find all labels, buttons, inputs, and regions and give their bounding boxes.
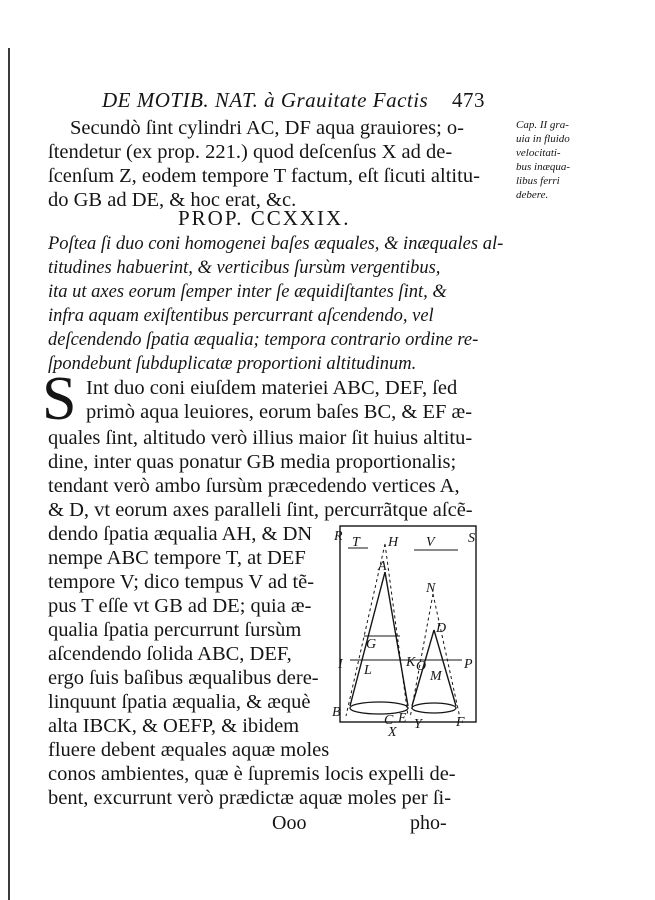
text-line: primò aqua leuiores, eorum baſes BC, & EF æ- [86,401,473,423]
margin-note [516,118,606,202]
diagram-frame [340,526,476,722]
enunciation-line: titudines habuerint, & verticibus ſursùm vergentibus, [48,258,441,278]
label-f: F [456,715,465,730]
margin-note-line: libus ferri [516,175,560,187]
label-m: M [430,669,442,684]
cone-diagram [330,522,488,740]
label-o: O [416,659,427,674]
enunciation-line: Poſtea ſi duo coni homogenei baſes æquales, & inæquales al- [48,234,504,254]
text-line: quales ſint, altitudo verò illius maior ſit huius altitu- [48,427,473,449]
text-line: alta IBCK, & OEFP, & ibidem [48,715,300,737]
text-line: ergo ſuis baſibus æqualibus dere- [48,667,319,689]
text-line: qualia ſpatia percurrunt ſursùm [48,619,302,641]
label-b: B [332,705,341,720]
label-c: C [384,713,394,728]
cone-def-base [412,703,456,713]
margin-note-line: debere. [516,189,549,201]
text-line: bent, excurrunt verò prædictæ aquæ moles per ſi- [48,787,452,809]
signature-mark: Ooo [272,812,307,834]
margin-note-line: uia in fluido [516,133,570,145]
enunciation-line: deſcendendo ſpatia æqualia; tempora contrario ordine re- [48,330,479,350]
label-g: G [366,637,377,652]
text-line: Secundò ſint cylindri AC, DF aqua grauiores; o- [70,117,464,139]
text-line: nempe ABC tempore T, at DEF [48,547,306,569]
label-y: Y [414,717,422,732]
running-header [102,88,502,118]
label-x: X [388,725,397,740]
label-k: K [406,655,416,670]
label-a: A [378,559,387,574]
cone-abc-outline [350,572,408,706]
text-line: do GB ad DE, & hoc erat, &c. [48,189,297,211]
drop-capital: S [42,365,77,433]
text-line: fluere debent æquales aquæ moles [48,739,330,761]
enunciation-line: ſpondebunt ſubduplicatæ proportioni altitudinum. [48,354,417,374]
label-e: E [398,711,407,726]
cone-diagram-svg [330,522,488,740]
text-line: dine, inter quas ponatur GB media proportionalis; [48,451,457,473]
label-r: R [334,529,343,544]
enunciation-line: ita ut axes eorum ſemper inter ſe æquidiſtantes ſint, & [48,282,447,302]
cone-def-dashed-outline [410,594,460,718]
text-line: ſcenſum Z, eodem tempore T factum, eſt ſicuti altitu- [48,165,480,187]
text-line: & D, vt eorum axes paralleli ſint, percurrãtque aſcẽ- [48,499,473,521]
page-number: 473 [452,88,485,112]
text-line: tempore V; dico tempus V ad tẽ- [48,571,315,593]
text-line: pus T eſſe vt GB ad DE; quia æ- [48,595,312,617]
label-h: H [388,535,399,550]
label-d: D [436,621,447,636]
cone-abc-dashed-outline [346,544,408,716]
margin-note-line: Cap. II gra- [516,119,569,131]
enunciation-line: infra aquam exiſtentibus percurrant aſcendendo, vel [48,306,434,326]
label-n: N [426,581,436,596]
label-t: T [352,535,360,550]
text-line: tendant verò ambo ſursùm præcedendo vertices A, [48,475,460,497]
text-line: linquunt ſpatia æqualia, & æquè [48,691,311,713]
margin-note-line: bus inæqua- [516,161,571,173]
label-l: L [364,663,372,678]
catchword: pho- [410,812,447,834]
label-p: P [464,657,473,672]
label-v: V [426,535,435,550]
proposition-heading: PROP. CCXXIX. [178,206,351,230]
text-line: ſtendetur (ex prop. 221.) quod deſcenſus X ad de- [48,141,453,163]
text-line: conos ambientes, quæ è ſupremis locis expelli de- [48,763,456,785]
text-line: Int duo coni eiuſdem materiei ABC, DEF, ſed [86,377,458,399]
margin-note-line: velocitati- [516,147,561,159]
label-i: I [338,657,343,672]
page-gutter-line [8,48,10,900]
label-s: S [468,531,475,546]
text-line: dendo ſpatia æqualia AH, & DN [48,523,313,545]
running-title: DE MOTIB. NAT. à Grauitate Factis [102,88,429,112]
text-line: aſcendendo ſolida ABC, DEF, [48,643,292,665]
